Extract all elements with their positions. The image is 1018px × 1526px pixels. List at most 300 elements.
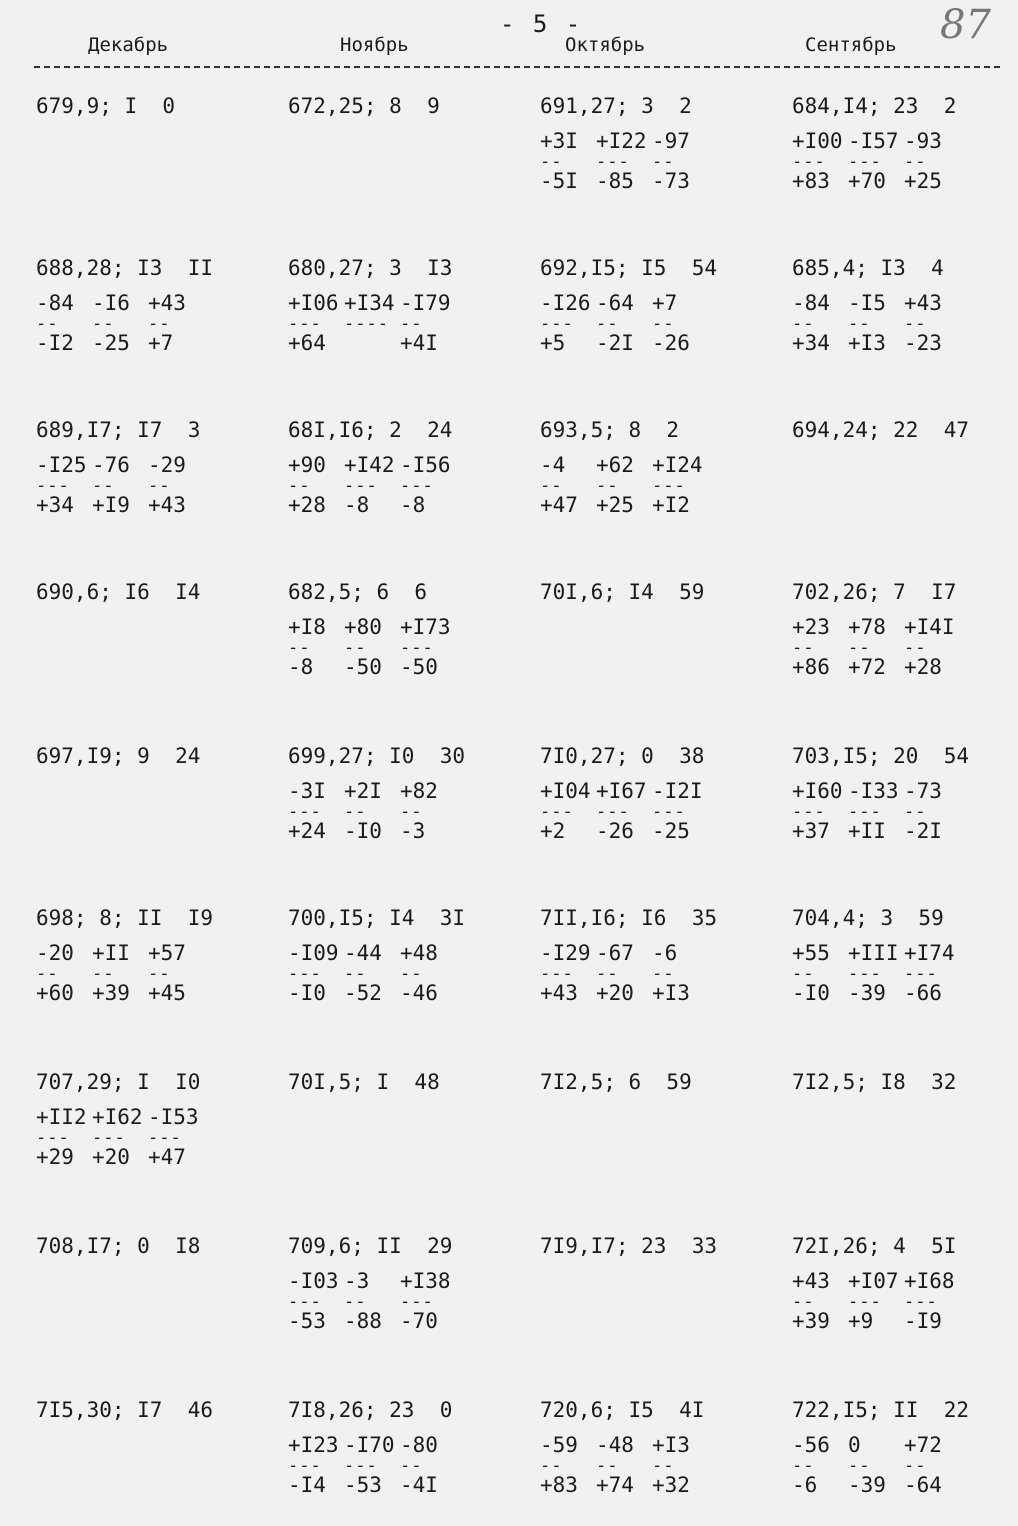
- fraction-top: +I38: [400, 1269, 451, 1293]
- fraction-top: +72: [904, 1433, 942, 1457]
- fraction-dash: --: [36, 964, 59, 984]
- entry-main-line: 7I2,5; 6 59: [540, 1070, 692, 1094]
- data-entry: [792, 1236, 1018, 1333]
- fraction-bottom: -50: [400, 655, 438, 679]
- fraction-top: -I09: [288, 941, 339, 965]
- fraction-dash: ---: [288, 964, 322, 984]
- fraction-term: [36, 1107, 92, 1169]
- entry-fraction-group: [288, 943, 533, 1005]
- fraction-term: [904, 293, 960, 355]
- fraction-top: -48: [596, 1433, 634, 1457]
- fraction-bottom: -25: [652, 819, 690, 843]
- fraction-dash: --: [904, 152, 927, 172]
- fraction-top: +I67: [596, 779, 647, 803]
- data-entry: [36, 1072, 281, 1169]
- data-entry: [288, 258, 533, 355]
- entry-main-line: 692,I5; I5 54: [540, 256, 718, 280]
- fraction-top: -I2I: [652, 779, 703, 803]
- fraction-dash: --: [400, 1456, 423, 1476]
- entry-main-line: 672,25; 8 9: [288, 94, 440, 118]
- fraction-term: [288, 1435, 344, 1497]
- fraction-dash: --: [540, 152, 563, 172]
- fraction-term: [904, 1271, 960, 1333]
- fraction-top: -97: [652, 129, 690, 153]
- fraction-top: +I62: [92, 1105, 143, 1129]
- fraction-dash: --: [596, 476, 619, 496]
- entry-fraction-group: [792, 781, 1018, 843]
- fraction-dash: ---: [848, 152, 882, 172]
- fraction-bottom: -25: [92, 331, 130, 355]
- data-entry: [36, 96, 281, 117]
- fraction-dash: --: [904, 638, 927, 658]
- entry-main-line: 7I2,5; I8 32: [792, 1070, 957, 1094]
- fraction-top: +I23: [288, 1433, 339, 1457]
- entry-fraction-group: [540, 131, 785, 193]
- fraction-term: [596, 293, 652, 355]
- fraction-term: [288, 293, 344, 355]
- data-entry: [288, 1072, 533, 1093]
- fraction-bottom: +4I: [400, 331, 438, 355]
- entry-main-line: 689,I7; I7 3: [36, 418, 201, 442]
- fraction-term: [792, 1271, 848, 1333]
- entry-fraction-group: [36, 455, 281, 517]
- entry-main-line: 72I,26; 4 5I: [792, 1234, 957, 1258]
- fraction-bottom: +60: [36, 981, 74, 1005]
- fraction-term: [540, 781, 596, 843]
- entry-fraction-group: [288, 781, 533, 843]
- fraction-term: [904, 1435, 960, 1497]
- fraction-dash: ---: [36, 1128, 70, 1148]
- data-entry: [36, 582, 281, 603]
- fraction-bottom: +45: [148, 981, 186, 1005]
- entry-main-line: 680,27; 3 I3: [288, 256, 453, 280]
- entry-main-line: 709,6; II 29: [288, 1234, 453, 1258]
- entry-main-line: 702,26; 7 I7: [792, 580, 957, 604]
- fraction-term: [400, 943, 456, 1005]
- fraction-top: -59: [540, 1433, 578, 1457]
- fraction-term: [848, 293, 904, 355]
- fraction-bottom: -8: [400, 493, 426, 517]
- entry-fraction-group: [36, 943, 281, 1005]
- data-entry: [792, 908, 1018, 1005]
- entry-fraction-group: [36, 293, 281, 355]
- fraction-dash: --: [904, 802, 927, 822]
- fraction-term: [596, 1435, 652, 1497]
- fraction-term: [288, 617, 344, 679]
- fraction-dash: --: [596, 314, 619, 334]
- column-header-september: Сентябрь: [805, 34, 897, 56]
- fraction-term: [792, 617, 848, 679]
- fraction-bottom: +37: [792, 819, 830, 843]
- entry-fraction-group: [792, 131, 1018, 193]
- entry-main-line: 720,6; I5 4I: [540, 1398, 705, 1422]
- fraction-bottom: +2: [540, 819, 566, 843]
- fraction-bottom: -I9: [904, 1309, 942, 1333]
- fraction-bottom: +43: [540, 981, 578, 1005]
- data-entry: [36, 746, 281, 767]
- fraction-term: [652, 1435, 708, 1497]
- data-entry: [288, 420, 533, 517]
- fraction-top: +I24: [652, 453, 703, 477]
- page-number: - 5 -: [500, 10, 583, 38]
- fraction-term: [148, 293, 204, 355]
- data-entry: [540, 746, 785, 843]
- fraction-top: -20: [36, 941, 74, 965]
- fraction-dash: ---: [400, 1292, 434, 1312]
- fraction-term: [596, 943, 652, 1005]
- fraction-bottom: +I3: [652, 981, 690, 1005]
- fraction-dash: ---: [596, 152, 630, 172]
- fraction-bottom: +7: [148, 331, 174, 355]
- fraction-bottom: +20: [92, 1145, 130, 1169]
- fraction-dash: ---: [652, 476, 686, 496]
- fraction-bottom: +II: [848, 819, 886, 843]
- fraction-term: [792, 943, 848, 1005]
- entry-main-line: 694,24; 22 47: [792, 418, 970, 442]
- fraction-term: [344, 781, 400, 843]
- entry-fraction-group: [540, 781, 785, 843]
- fraction-top: -I29: [540, 941, 591, 965]
- fraction-top: -67: [596, 941, 634, 965]
- fraction-term: [792, 1435, 848, 1497]
- fraction-top: +3I: [540, 129, 578, 153]
- fraction-dash: ---: [540, 314, 574, 334]
- fraction-dash: ---: [288, 802, 322, 822]
- fraction-term: [400, 293, 456, 355]
- fraction-bottom: -5I: [540, 169, 578, 193]
- fraction-bottom: -50: [344, 655, 382, 679]
- fraction-dash: ---: [652, 802, 686, 822]
- entry-main-line: 7I5,30; I7 46: [36, 1398, 214, 1422]
- data-entry: [792, 582, 1018, 679]
- fraction-bottom: +47: [540, 493, 578, 517]
- fraction-top: +I4I: [904, 615, 955, 639]
- fraction-bottom: -39: [848, 1473, 886, 1497]
- fraction-term: [288, 455, 344, 517]
- fraction-bottom: -26: [652, 331, 690, 355]
- fraction-bottom: -73: [652, 169, 690, 193]
- column-header-october: Октябрь: [565, 34, 646, 56]
- fraction-dash: ---: [848, 964, 882, 984]
- fraction-term: [36, 293, 92, 355]
- fraction-bottom: -I0: [288, 981, 326, 1005]
- fraction-top: -29: [148, 453, 186, 477]
- fraction-top: +78: [848, 615, 886, 639]
- fraction-top: -76: [92, 453, 130, 477]
- entry-fraction-group: [540, 455, 785, 517]
- fraction-bottom: +83: [792, 169, 830, 193]
- fraction-dash: --: [148, 964, 171, 984]
- entry-main-line: 707,29; I I0: [36, 1070, 201, 1094]
- fraction-term: [344, 943, 400, 1005]
- data-entry: [288, 746, 533, 843]
- fraction-top: +I8: [288, 615, 326, 639]
- fraction-dash: ---: [792, 802, 826, 822]
- fraction-dash: --: [652, 1456, 675, 1476]
- fraction-term: [92, 455, 148, 517]
- entry-fraction-group: [792, 617, 1018, 679]
- fraction-term: [904, 617, 960, 679]
- entry-main-line: 722,I5; II 22: [792, 1398, 970, 1422]
- entry-fraction-group: [792, 1435, 1018, 1497]
- fraction-bottom: +I9: [92, 493, 130, 517]
- fraction-bottom: -I4: [288, 1473, 326, 1497]
- data-entry: [540, 96, 785, 193]
- fraction-top: +48: [400, 941, 438, 965]
- entry-fraction-group: [288, 1435, 533, 1497]
- fraction-top: +I06: [288, 291, 339, 315]
- fraction-top: +II: [92, 941, 130, 965]
- fraction-top: +I07: [848, 1269, 899, 1293]
- fraction-top: -3: [344, 1269, 370, 1293]
- fraction-dash: ---: [400, 638, 434, 658]
- entry-fraction-group: [792, 1271, 1018, 1333]
- fraction-bottom: +47: [148, 1145, 186, 1169]
- fraction-term: [540, 293, 596, 355]
- fraction-term: [848, 943, 904, 1005]
- fraction-dash: ---: [540, 964, 574, 984]
- fraction-bottom: +39: [92, 981, 130, 1005]
- fraction-bottom: +39: [792, 1309, 830, 1333]
- entry-main-line: 7I0,27; 0 38: [540, 744, 705, 768]
- fraction-dash: --: [848, 314, 871, 334]
- entry-main-line: 693,5; 8 2: [540, 418, 680, 442]
- fraction-top: +43: [904, 291, 942, 315]
- fraction-term: [288, 943, 344, 1005]
- fraction-top: -80: [400, 1433, 438, 1457]
- fraction-term: [92, 293, 148, 355]
- data-entry: [540, 420, 785, 517]
- fraction-term: [652, 455, 708, 517]
- entry-main-line: 68I,I6; 2 24: [288, 418, 453, 442]
- fraction-dash: --: [344, 964, 367, 984]
- fraction-dash: --: [92, 964, 115, 984]
- fraction-dash: --: [540, 476, 563, 496]
- fraction-top: -4: [540, 453, 566, 477]
- fraction-dash: --: [92, 476, 115, 496]
- fraction-bottom: -39: [848, 981, 886, 1005]
- fraction-top: -I03: [288, 1269, 339, 1293]
- fraction-top: +I73: [400, 615, 451, 639]
- fraction-dash: --: [148, 476, 171, 496]
- fraction-term: [400, 617, 456, 679]
- fraction-bottom: +72: [848, 655, 886, 679]
- fraction-bottom: -I2: [36, 331, 74, 355]
- data-entry: [36, 908, 281, 1005]
- entry-main-line: 684,I4; 23 2: [792, 94, 957, 118]
- fraction-term: [400, 1271, 456, 1333]
- data-entry: [540, 1236, 785, 1257]
- fraction-term: [344, 1435, 400, 1497]
- fraction-dash: ---: [848, 1292, 882, 1312]
- fraction-bottom: +32: [652, 1473, 690, 1497]
- fraction-bottom: +28: [288, 493, 326, 517]
- fraction-top: +43: [792, 1269, 830, 1293]
- fraction-term: [288, 781, 344, 843]
- fraction-top: -73: [904, 779, 942, 803]
- fraction-term: [148, 943, 204, 1005]
- fraction-top: +I34: [344, 291, 395, 315]
- fraction-bottom: -6: [792, 1473, 818, 1497]
- fraction-bottom: -53: [344, 1473, 382, 1497]
- fraction-top: +2I: [344, 779, 382, 803]
- fraction-top: 0: [848, 1433, 861, 1457]
- fraction-bottom: -I0: [344, 819, 382, 843]
- fraction-dash: ---: [288, 1292, 322, 1312]
- entry-main-line: 703,I5; 20 54: [792, 744, 970, 768]
- fraction-term: [792, 781, 848, 843]
- fraction-top: +23: [792, 615, 830, 639]
- fraction-term: [400, 1435, 456, 1497]
- entry-main-line: 708,I7; 0 I8: [36, 1234, 201, 1258]
- fraction-term: [904, 781, 960, 843]
- fraction-bottom: -2I: [904, 819, 942, 843]
- fraction-top: +62: [596, 453, 634, 477]
- fraction-term: [792, 131, 848, 193]
- data-entry: [288, 582, 533, 679]
- fraction-top: +I68: [904, 1269, 955, 1293]
- fraction-dash: --: [92, 314, 115, 334]
- fraction-bottom: -I0: [792, 981, 830, 1005]
- fraction-term: [148, 455, 204, 517]
- fraction-term: [540, 1435, 596, 1497]
- fraction-bottom: -8: [344, 493, 370, 517]
- entry-main-line: 7I9,I7; 23 33: [540, 1234, 718, 1258]
- fraction-bottom: -46: [400, 981, 438, 1005]
- data-entry: [288, 96, 533, 117]
- fraction-top: -84: [792, 291, 830, 315]
- entry-main-line: 699,27; I0 30: [288, 744, 466, 768]
- fraction-bottom: -70: [400, 1309, 438, 1333]
- fraction-top: -56: [792, 1433, 830, 1457]
- data-entry: [792, 258, 1018, 355]
- fraction-term: [596, 131, 652, 193]
- data-entry: [792, 96, 1018, 193]
- entry-main-line: 682,5; 6 6: [288, 580, 428, 604]
- fraction-dash: ---: [92, 1128, 126, 1148]
- fraction-dash: --: [344, 802, 367, 822]
- fraction-bottom: +34: [36, 493, 74, 517]
- data-entry: [36, 1236, 281, 1257]
- fraction-top: -I53: [148, 1105, 199, 1129]
- entry-fraction-group: [288, 293, 533, 355]
- fraction-bottom: -66: [904, 981, 942, 1005]
- entry-fraction-group: [540, 943, 785, 1005]
- fraction-bottom: +20: [596, 981, 634, 1005]
- fraction-term: [652, 943, 708, 1005]
- fraction-bottom: -4I: [400, 1473, 438, 1497]
- fraction-dash: --: [400, 964, 423, 984]
- fraction-term: [400, 781, 456, 843]
- fraction-top: +I04: [540, 779, 591, 803]
- fraction-top: -6: [652, 941, 678, 965]
- fraction-term: [848, 617, 904, 679]
- fraction-bottom: +28: [904, 655, 942, 679]
- data-entry: [792, 746, 1018, 843]
- entry-main-line: 70I,5; I 48: [288, 1070, 440, 1094]
- fraction-dash: --: [288, 638, 311, 658]
- fraction-term: [596, 455, 652, 517]
- fraction-top: -I70: [344, 1433, 395, 1457]
- fraction-dash: ---: [596, 802, 630, 822]
- fraction-dash: --: [792, 1292, 815, 1312]
- fraction-dash: --: [596, 964, 619, 984]
- fraction-bottom: -2I: [596, 331, 634, 355]
- entry-fraction-group: [540, 1435, 785, 1497]
- fraction-dash: --: [792, 314, 815, 334]
- entry-fraction-group: [36, 1107, 281, 1169]
- fraction-bottom: -3: [400, 819, 426, 843]
- fraction-dash: --: [652, 964, 675, 984]
- fraction-bottom: -23: [904, 331, 942, 355]
- fraction-term: [148, 1107, 204, 1169]
- fraction-dash: ----: [344, 314, 389, 334]
- data-entry: [792, 420, 1018, 441]
- fraction-top: +I74: [904, 941, 955, 965]
- fraction-term: [344, 1271, 400, 1333]
- fraction-dash: --: [792, 1456, 815, 1476]
- fraction-dash: ---: [400, 476, 434, 496]
- fraction-dash: ---: [904, 1292, 938, 1312]
- fraction-bottom: -64: [904, 1473, 942, 1497]
- entry-main-line: 704,4; 3 59: [792, 906, 944, 930]
- fraction-bottom: +43: [148, 493, 186, 517]
- fraction-top: -3I: [288, 779, 326, 803]
- header-divider: [34, 66, 1000, 68]
- data-entry: [540, 1072, 785, 1093]
- fraction-top: +III: [848, 941, 899, 965]
- fraction-top: +90: [288, 453, 326, 477]
- fraction-bottom: +9: [848, 1309, 874, 1333]
- fraction-dash: --: [344, 1292, 367, 1312]
- fraction-dash: --: [540, 1456, 563, 1476]
- fraction-bottom: +34: [792, 331, 830, 355]
- fraction-term: [400, 455, 456, 517]
- fraction-top: +82: [400, 779, 438, 803]
- fraction-top: +I60: [792, 779, 843, 803]
- fraction-term: [344, 617, 400, 679]
- fraction-dash: ---: [848, 802, 882, 822]
- fraction-term: [344, 455, 400, 517]
- data-entry: [540, 908, 785, 1005]
- fraction-top: -I6: [92, 291, 130, 315]
- entry-fraction-group: [792, 943, 1018, 1005]
- fraction-top: +I22: [596, 129, 647, 153]
- entry-fraction-group: [288, 455, 533, 517]
- fraction-bottom: [344, 333, 400, 355]
- entry-main-line: 688,28; I3 II: [36, 256, 214, 280]
- fraction-bottom: -26: [596, 819, 634, 843]
- fraction-bottom: +83: [540, 1473, 578, 1497]
- column-header-november: Ноябрь: [340, 34, 409, 56]
- fraction-top: -44: [344, 941, 382, 965]
- fraction-term: [652, 781, 708, 843]
- fraction-dash: --: [848, 638, 871, 658]
- fraction-top: +I3: [652, 1433, 690, 1457]
- fraction-bottom: -52: [344, 981, 382, 1005]
- data-entry: [288, 908, 533, 1005]
- handwritten-page-mark: 87: [940, 2, 991, 48]
- entry-fraction-group: [792, 293, 1018, 355]
- fraction-top: -I56: [400, 453, 451, 477]
- fraction-dash: --: [848, 1456, 871, 1476]
- fraction-term: [904, 131, 960, 193]
- entry-fraction-group: [540, 293, 785, 355]
- data-entry: [288, 1400, 533, 1497]
- fraction-top: -I33: [848, 779, 899, 803]
- fraction-top: +7: [652, 291, 678, 315]
- fraction-term: [92, 1107, 148, 1169]
